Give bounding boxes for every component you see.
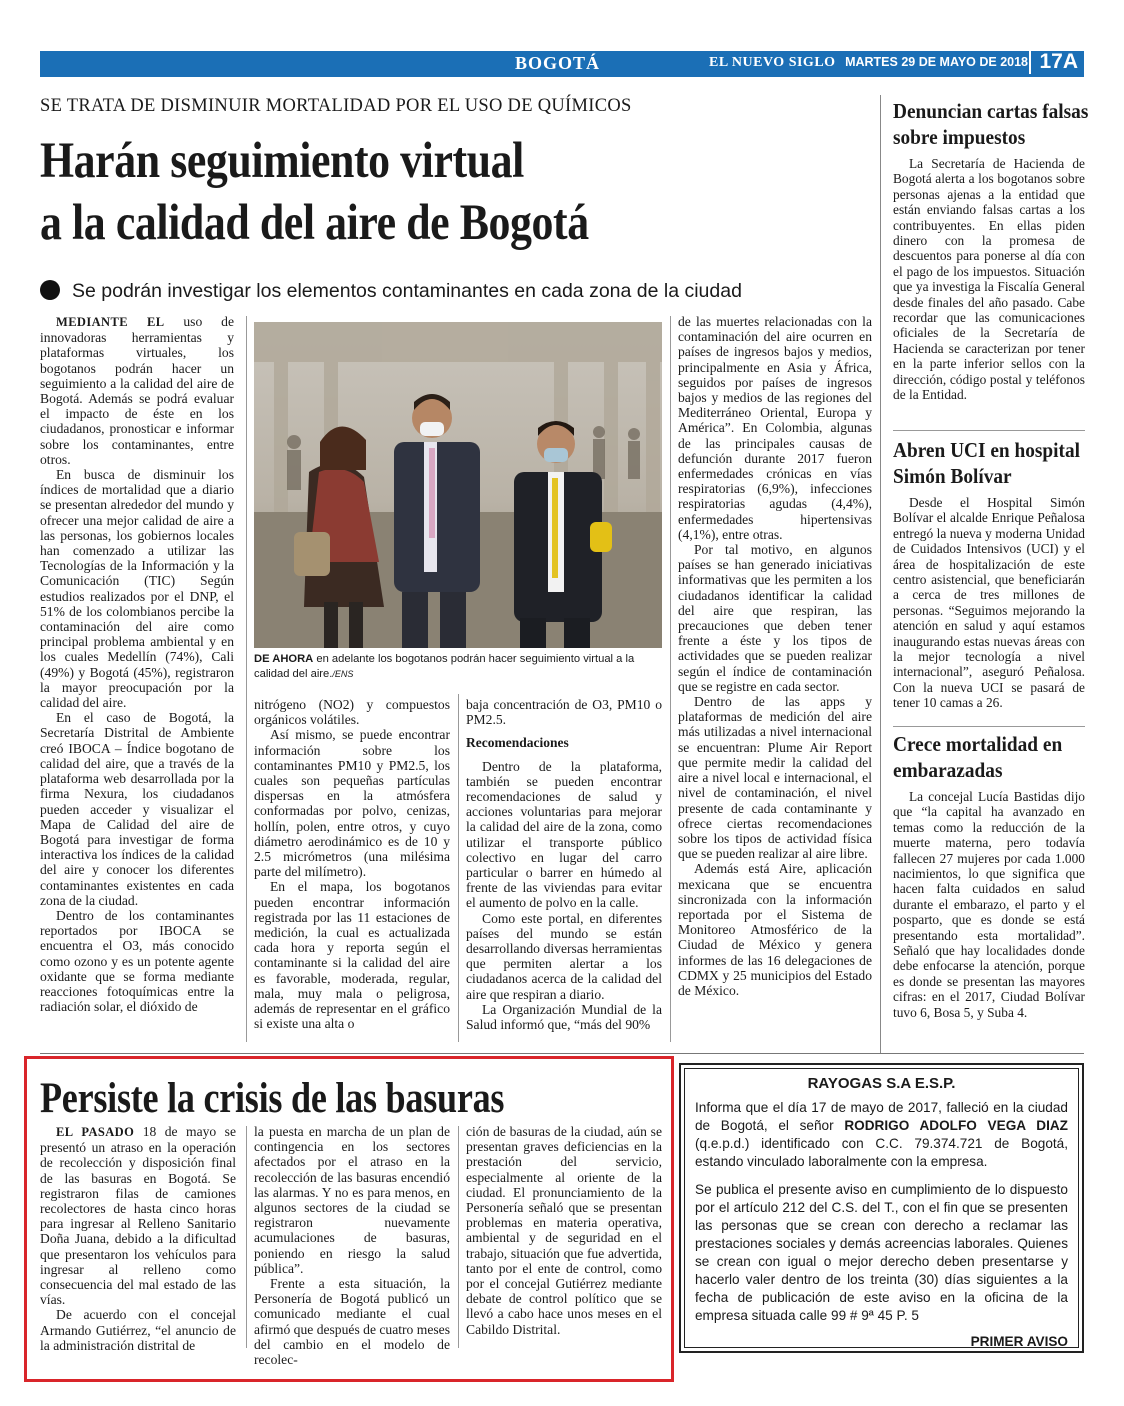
photo-credit: /ENS [332,669,354,679]
brief-divider [893,726,1085,727]
paper-name: EL NUEVO SIGLO [709,55,836,70]
sidebar-divider [880,95,881,1053]
article-column-4 [678,314,872,998]
article-paragraph: MEDIANTE EL uso de innovadoras herramientas y plataformas virtuales, los bogotanos podrán hacer un seguimiento a la calidad del aire de Bogotá. Además se podrá evaluar el impacto de éste en los ciudadanos, pronosticar e informar sobre los contaminantes, entre otros. [40,314,234,467]
article-paragraph: Como este portal, en diferentes países del mundo se están desarrollando diversas herramientas que permiten alertar a los ciudadanos acerca de la calidad del aire que respiran a diario. [466,910,662,1002]
bullet-icon [40,280,60,300]
lead-word: MEDIANTE EL [56,315,165,329]
deceased-name: RODRIGO ADOLFO VEGA DIAZ [844,1118,1068,1133]
article-paragraph: EL PASADO 18 de mayo se presentó un atraso en la operación de recolección y disposición final de las basuras en Bogotá. Se registraron filas de camiones recolectores de hasta cinco horas para ingresar al Relleno Sanitario Doña Juana, debido a la dificultad que presentaron los vehículos para ingresar al relleno como consecuencia del mal estado de las vías. [40,1124,236,1308]
notice-title: RAYOGAS S.A E.S.P. [807,1075,956,1092]
column-divider [458,1126,459,1348]
article-kicker: SE TRATA DE DISMINUIR MORTALIDAD POR EL USO DE QUÍMICOS [40,96,632,116]
notice-paragraph: Se publica el presente aviso en cumplimiento de lo dispuesto por el artículo 212 del C.S. del T., con el fin que se presenten las personas que se crean con derecho a reclamar las prestaciones sociales y demás acreencias laborales. Quienes se crean con igual o mejor derecho deben presentarse y hacerlo valer dentro de los treinta (30) días siguientes a la fecha de publicación de este aviso en la oficina de la empresa situada calle 99 # 9ª 45 P. 5 [695,1182,1068,1323]
headline-line-1: Harán seguimiento virtual [40,133,524,189]
article-paragraph: Dentro de los contaminantes reportados por IBOCA se encuentra el O3, más conocido como ozono y es un potente agente oxidante que se forma mediante reacciones fotoquímicas entre la radiación solar, el dióxido de [40,907,234,1015]
article-paragraph: En el caso de Bogotá, la Secretaría Distrital de Ambiente creó IBOCA – Índice bogotano de calidad del aire, que a través de la plataforma web desarrollada por la firma Nexura, los ciudadanos pueden acceder y visualizar el Mapa de Calidad del aire de Bogotá para investigar de forma interactiva los índices de la calidad del aire y conocer los diferentes contaminantes existentes en cada zona de la ciudad. [40,710,234,908]
basuras-column-1 [40,1124,236,1353]
column-divider [458,694,459,1042]
article-paragraph: Frente a esta situación, la Personería de Bogotá publicó un comunicado mediante el cual afirmó que después de cuatro meses del cambio en el modelo de recolec- [254,1276,450,1368]
brief-3 [893,731,1085,1020]
notice-sign: PRIMER AVISO [970,1334,1068,1349]
article-paragraph: nitrógeno (NO2) y compuestos orgánicos volátiles. [254,697,450,728]
article-paragraph: Dentro de las apps y plataformas de medición del aire más utilizadas a nivel internacional se encuentran: Plume Air Report que permite medir la calidad del aire a nivel local e internacional, el nivel de contaminación, el nivel presente de cada contaminante y ofrece ciertas recomendaciones sobre los tipos de actividad física que se pueden realizar al aire libre. [678,694,872,862]
issue-date: MARTES 29 DE MAYO DE 2018 [845,55,1028,69]
article-photo [254,322,662,648]
article-column-3 [466,697,662,1032]
legal-notice [679,1063,1084,1353]
article-deck [40,280,742,303]
caption-lead: DE AHORA [254,653,314,665]
article-paragraph: baja concentración de O3, PM10 o PM2.5. [466,697,662,728]
brief-title: Abren UCI en hospital Simón Bolívar [893,438,1080,488]
lead-word: EL PASADO [56,1125,135,1139]
page-number: 17A [1029,50,1078,74]
basuras-column-3 [466,1124,662,1337]
column-divider [246,316,247,1042]
article-paragraph: de las muertes relacionadas con la contaminación del aire ocurren en países de ingresos bajos y medios, principalmente en Asia y África, seguidos por países de ingresos bajos y medios de las regiones del Mediterráneo Oriental, Europa y América”. En Colombia, algunas de las principales causas de defunción durante 2017 fueron enfermedades crónicas en vías respiratorias (6,9%), infecciones respiratorias agudas (4,4%), enfermedades hipertensivas (4,1%), entre otras. [678,314,872,542]
article-paragraph: La Organización Mundial de la Salud informó que, “más del 90% [466,1001,662,1033]
article-paragraph: ción de basuras de la ciudad, aún se presentan graves deficiencias en la prestación del servicio, especialmente al oriente de la ciudad. El pronunciamiento de la Personería señaló que se presentan problemas en materia operativa, ambiental y de seguridad en el trabajo, situación que fue advertida, tanto por el ente de control, como por el concejal Gutiérrez mediante debate de control político que se llevó a cabo hace unos meses en el Cabildo Distrital. [466,1124,662,1337]
article-column-1 [40,314,234,1014]
column-divider [246,1126,247,1348]
article-paragraph: la puesta en marcha de un plan de contingencia en los sectores afectados por el atraso en la recolección de las basuras encendió las alarmas. Y no es para menos, en algunos sectores de la ciudad se registraron nuevamente acumulaciones de basuras, poniendo en riesgo la salud pública”. [254,1124,450,1276]
brief-body: La concejal Lucía Bastidas dijo que “la capital ha avanzado en temas como la reducción de la muerte materna, pero todavía fallecen 27 mujeres por cada 1.000 nacimientos, lo que significa que hacen falta cuidados en salud durante el embarazo, el parto y el posparto, que es donde se está presentando esta mortalidad”. Señaló que hay localidades donde debe enfocarse la atención, porque es donde se presentan las mayores cifras: en el 2017, Ciudad Bolívar tuvo 6, Bosa 5, y Suba 4. [893,789,1085,1020]
section-name: BOGOTÁ [515,53,601,73]
article-paragraph: De acuerdo con el concejal Armando Gutiérrez, “el anuncio de la administración distrital de [40,1307,236,1353]
article-paragraph: Por tal motivo, en algunos países se han generado iniciativas informativas que les permiten a los ciudadanos identificar la calidad del aire que respiran, las precauciones que deben tener frente a éste y los tipos de actividades que se pueden realizar según el índice de contaminación que se registre en cada sector. [678,542,872,694]
basuras-column-2 [254,1124,450,1367]
brief-body: La Secretaría de Hacienda de Bogotá alerta a los bogotanos sobre personas ajenas a la entidad que están enviando falsas cartas a los contribuyentes. En ellas piden dinero con la promesa de descuentos para ponerse al día con el pago de los impuestos. Situación que ya investiga la Fiscalía General desde finales del año pasado. Cabe recordar que las comunicaciones oficiales de la Secretaría de Hacienda se caracterizan por tener en la parte inferior sellos con la dirección, código postal y teléfonos de la Entidad. [893,156,1085,403]
headline-line-2: a la calidad del aire de Bogotá [40,195,589,251]
brief-title: Crece mortalidad en embarazadas [893,732,1063,782]
masthead [709,55,1028,71]
article-subhead: Recomendaciones [466,735,569,751]
column-divider [670,316,671,1042]
brief-body: Desde el Hospital Simón Bolívar el alcalde Enrique Peñalosa entregó la nueva y moderna Unidad de Cuidados Intensivos (UCI) y el área de hospitalización de este centro asistencial, que beneficiarán a cerca de tres millones de personas. “Seguimos mejorando la atención en salud y aquí estamos inaugurando estas nuevas áreas con la mejor tecnología a nivel internacional”, aseguró Peñalosa. Con la nueva UCI se pasará de tener 10 camas a 26. [893,495,1085,711]
article-headline [40,130,866,254]
deck-text: Se podrán investigar los elementos contaminantes en cada zona de la ciudad [72,280,742,302]
section-header-bar [40,51,1084,77]
notice-paragraph: Informa que el día 17 de mayo de 2017, falleció en la ciudad de Bogotá, el señor RODRIGO ADOLFO VEGA DIAZ (q.e.p.d.) identificado con C.C. 79.374.721 de Bogotá, estando vinculado laboralmente con la empresa. [695,1100,1068,1169]
article-paragraph: Así mismo, se puede encontrar información sobre los contaminantes PM10 y PM2.5, los cuales son pequeñas partículas dispersas en la atmósfera conformadas por polvo, cenizas, hollín, polen, entre otros, y cuyo diámetro aerodinámico es de 10 y 2.5 micrómetros (una milésima parte del milímetro). [254,727,450,880]
article-paragraph: Además está Aire, aplicación mexicana que se encuentra sincronizada con la información reportada por el Sistema de Monitoreo Atmosférico de la Ciudad de México y genera informes de las 16 delegaciones de CDMX y 25 municipios del Estado de México. [678,861,872,998]
photo-illustration [254,322,662,648]
brief-title: Denuncian cartas falsas sobre impuestos [893,99,1089,149]
article-paragraph: Dentro de la plataforma, también se pueden encontrar recomendaciones de salud y acciones voluntarias para mejorar la calidad del aire de la zona, como utilizar el transporte público colectivo en lugar del carro particular o barrer en húmedo al frente de las viviendas para evitar el aumento de polvo en la calle. [466,758,662,911]
article-column-2 [254,697,450,1031]
article-paragraph: En busca de disminuir los índices de mortalidad que a diario se presentan alrededor del mundo y ofrecer una mejor calidad de aire a las personas, los gobiernos locales han comenzado a utilizar las Tecnologías de la Información y la Comunicación (TIC) Según estudios realizados por el DNP, el 51% de los colombianos percibe la contaminación del aire como principal problema ambiental y en los cuales Medellín (74%), Cali (49%) y Bogotá (45%), registraron la mayor preocupación por la calidad del aire. [40,467,234,711]
photo-caption: DE AHORA en adelante los bogotanos podrán hacer seguimiento virtual a la calidad del aire./ENS [254,653,635,680]
basuras-headline: Persiste la crisis de las basuras [40,1075,505,1122]
brief-1 [893,98,1089,403]
legal-notice-inner [684,1068,1079,1348]
brief-divider [893,430,1085,431]
section-divider [40,1053,1084,1054]
brief-2 [893,437,1085,711]
article-paragraph: En el mapa, los bogotanos pueden encontrar información registrada por las 11 estaciones de medición, la cual es actualizada cada hora y reporta según el contaminante si la calidad del aire es favorable, moderada, regular, mala, muy mala o peligrosa, además de representar en el gráfico si existe una alta o [254,879,450,1032]
